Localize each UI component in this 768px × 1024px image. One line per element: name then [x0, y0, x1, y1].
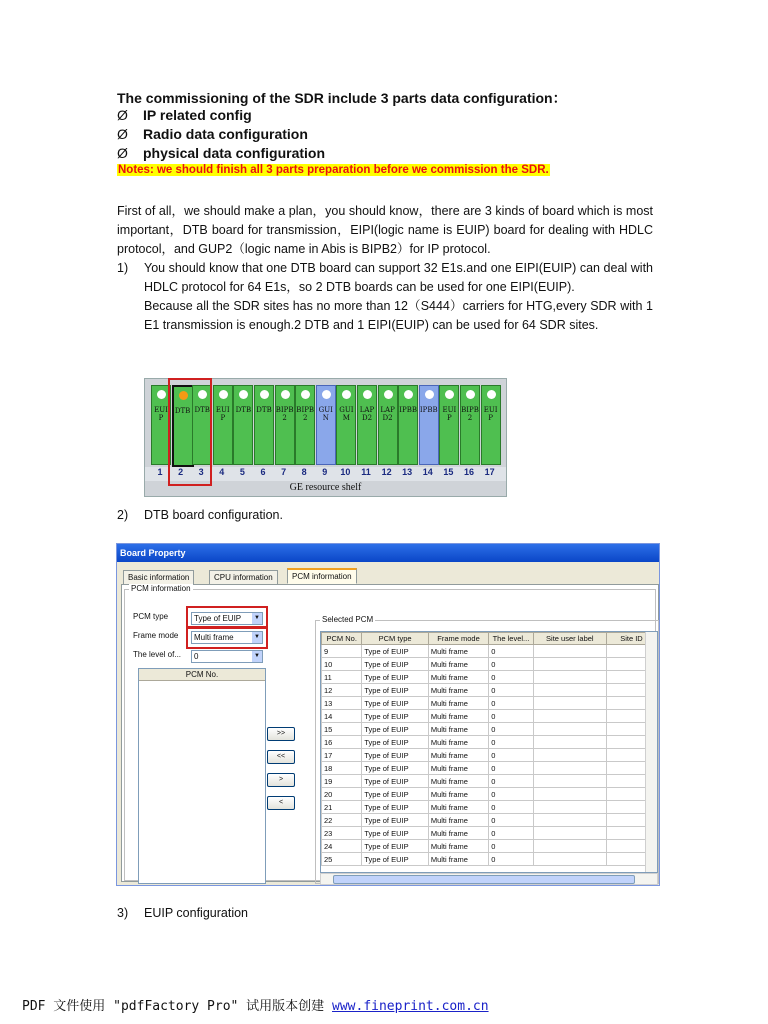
slot-label: BIPB2 [275, 406, 294, 422]
table-cell: 19 [322, 775, 362, 788]
frame-mode-label: Frame mode [133, 631, 179, 640]
slot-14 [419, 385, 439, 465]
table-row[interactable] [322, 762, 657, 775]
table-cell: Type of EUIP [362, 840, 428, 853]
table-cell: 12 [322, 684, 362, 697]
table-cell: Multi frame [428, 671, 488, 684]
slot-6 [254, 385, 274, 465]
pcm-type-label: PCM type [133, 612, 169, 621]
column-header[interactable]: Site user label [533, 633, 606, 645]
selected-pcm-table[interactable] [320, 631, 658, 873]
pcm-information-group [124, 584, 656, 881]
table-cell: 0 [489, 840, 533, 853]
footer-link[interactable]: www.fineprint.com.cn [332, 999, 489, 1014]
table-row[interactable] [322, 788, 657, 801]
horizontal-scrollbar[interactable] [320, 873, 658, 885]
table-cell: Multi frame [428, 840, 488, 853]
slot-label: GUIM [339, 406, 354, 422]
slot-label: DTB [256, 406, 272, 414]
tab-basic-information[interactable]: Basic information [123, 570, 194, 585]
slot-label: LAPD2 [380, 406, 395, 422]
table-cell: Multi frame [428, 710, 488, 723]
table-cell [533, 723, 606, 736]
slot-17 [481, 385, 501, 465]
table-row[interactable] [322, 671, 657, 684]
slot-7 [275, 385, 295, 465]
slot-number: 6 [260, 467, 266, 477]
page-heading: The commissioning of the SDR include 3 parts data configuration： [117, 90, 567, 106]
slot-4 [213, 385, 233, 465]
pcm-type-select[interactable]: Type of EUIP ▼ [191, 612, 263, 625]
table-cell: Multi frame [428, 645, 488, 658]
table-cell: 15 [322, 723, 362, 736]
led-icon [342, 390, 351, 399]
table-cell [533, 762, 606, 775]
selected-pcm-group [315, 615, 659, 884]
table-row[interactable] [322, 736, 657, 749]
table-cell: Type of EUIP [362, 710, 428, 723]
table-cell [533, 671, 606, 684]
table-cell: 13 [322, 697, 362, 710]
footer-text: PDF 文件使用 "pdfFactory Pro" 试用版本创建 [22, 999, 333, 1014]
slot-number: 14 [422, 467, 433, 477]
table-cell: 25 [322, 853, 362, 866]
slot-number: 1 [157, 467, 163, 477]
table-row[interactable] [322, 749, 657, 762]
slot-label: EUIP [442, 406, 457, 422]
led-icon [487, 390, 496, 399]
table-cell [533, 658, 606, 671]
slot-label: IPBB [419, 406, 438, 414]
slot-label: LAPD2 [359, 406, 375, 422]
table-cell: 0 [489, 684, 533, 697]
slot-16 [460, 385, 480, 465]
slot-number: 5 [239, 467, 245, 477]
table-cell: 0 [489, 645, 533, 658]
table-cell: Type of EUIP [362, 684, 428, 697]
table-row[interactable] [322, 827, 657, 840]
led-icon [363, 390, 372, 399]
slot-number: 10 [340, 467, 351, 477]
slot-number: 13 [402, 467, 413, 477]
table-row[interactable] [322, 645, 657, 658]
table-cell: 18 [322, 762, 362, 775]
vertical-scrollbar[interactable] [645, 632, 657, 872]
table-cell: Multi frame [428, 788, 488, 801]
table-cell: Type of EUIP [362, 697, 428, 710]
table-cell: Type of EUIP [362, 749, 428, 762]
pcm-number-list[interactable] [138, 668, 266, 884]
table-cell: 0 [489, 658, 533, 671]
remove-all-button[interactable]: << [267, 750, 295, 764]
table-cell: Multi frame [428, 658, 488, 671]
slot-label: DTB [235, 406, 252, 414]
table-cell: 0 [489, 801, 533, 814]
table-cell: 0 [489, 814, 533, 827]
slot-11 [357, 385, 377, 465]
table-cell: Multi frame [428, 814, 488, 827]
table-cell: 0 [489, 788, 533, 801]
table-cell: 0 [489, 723, 533, 736]
slot-label: DTB [174, 407, 191, 415]
pcm-panel [121, 584, 659, 882]
table-row[interactable] [322, 697, 657, 710]
table-cell: Multi frame [428, 827, 488, 840]
slot-number: 7 [281, 467, 287, 477]
table-cell: Type of EUIP [362, 658, 428, 671]
led-icon [219, 390, 228, 399]
table-cell [533, 736, 606, 749]
column-header[interactable]: PCM No. [322, 633, 362, 645]
slot-number: 11 [361, 467, 371, 477]
list-item: 1) You should know that one DTB board can support 32 E1s.and one EIPI(EUIP) can deal with HDLC protocol for 64 E1s，so 2 DTB boards can be used for one EIPI(EUIP). Because all the SDR sites has no more than 12（S444）carriers for HTG,every SDR with 1 E1 transmission is enough.2 DTB and 1 EIPI(EUIP) can be used for 64 SDR sites. [117, 261, 653, 332]
chevron-down-icon: ▼ [252, 651, 262, 662]
slot-15 [439, 385, 459, 465]
group-label: Selected PCM [322, 615, 374, 624]
table-cell: Type of EUIP [362, 645, 428, 658]
table-cell: 22 [322, 814, 362, 827]
table-cell: Multi frame [428, 736, 488, 749]
table-cell: 0 [489, 697, 533, 710]
table-row[interactable] [322, 775, 657, 788]
led-icon [445, 390, 454, 399]
list-item: 3) EUIP configuration [117, 906, 248, 920]
table-cell: Type of EUIP [362, 762, 428, 775]
table-cell: 0 [489, 710, 533, 723]
slot-12 [378, 385, 398, 465]
table-row[interactable] [322, 814, 657, 827]
bullet-item: Ø IP related config [117, 107, 252, 123]
table-cell: 0 [489, 749, 533, 762]
table-cell: 20 [322, 788, 362, 801]
table-cell: 16 [322, 736, 362, 749]
chevron-down-icon: ▼ [252, 632, 262, 643]
table-cell: Multi frame [428, 723, 488, 736]
window-title: Board Property [117, 544, 659, 562]
column-header[interactable]: PCM type [362, 633, 428, 645]
table-cell [533, 788, 606, 801]
table-cell: Type of EUIP [362, 814, 428, 827]
table-cell [533, 840, 606, 853]
slot-9 [316, 385, 336, 465]
table-cell: Type of EUIP [362, 736, 428, 749]
table-cell [533, 853, 606, 866]
add-button[interactable]: > [267, 773, 295, 787]
led-icon [322, 390, 331, 399]
table-cell: Type of EUIP [362, 827, 428, 840]
intro-paragraph: First of all，we should make a plan，you should know，there are 3 kinds of board which is most important，DTB board for transmission，EIPI(logic name is EUIP) board for dealing with HDLC protocol，and GUP2（logic name in Abis is BIPB2）for IP protocol. [117, 204, 653, 256]
table-cell: Type of EUIP [362, 775, 428, 788]
bullet-item: Ø physical data configuration [117, 145, 326, 161]
table-cell [533, 827, 606, 840]
slot-label: EUIP [483, 406, 498, 422]
table-cell: 10 [322, 658, 362, 671]
table-cell: Multi frame [428, 775, 488, 788]
slot-number: 4 [219, 467, 225, 477]
slot-label: GUIN [318, 406, 333, 422]
slot-label: EUIP [215, 406, 230, 422]
note-text: Notes: we should finish all 3 parts preparation before we commission the SDR. [118, 164, 549, 176]
table-cell: 23 [322, 827, 362, 840]
slot-5 [233, 385, 253, 465]
table-cell: Multi frame [428, 801, 488, 814]
slot-label: BIPB2 [461, 406, 479, 422]
pdf-footer [22, 995, 489, 1014]
remove-button[interactable]: < [267, 796, 295, 810]
table-row[interactable] [322, 853, 657, 866]
table-cell: 21 [322, 801, 362, 814]
slot-label: BIPB2 [296, 406, 315, 422]
table-cell: 0 [489, 736, 533, 749]
led-icon [281, 390, 290, 399]
table-cell [533, 697, 606, 710]
led-icon [157, 390, 166, 399]
table-cell [533, 801, 606, 814]
slot-label: IPBB [399, 406, 418, 414]
led-icon [301, 390, 310, 399]
scroll-thumb[interactable] [333, 875, 635, 884]
table-row[interactable] [322, 684, 657, 697]
table-cell: 0 [489, 853, 533, 866]
table-cell: 14 [322, 710, 362, 723]
slot-label: EUIP [154, 406, 168, 422]
highlight-box [168, 378, 212, 486]
slot-number: 2 [178, 467, 184, 477]
board-property-window [116, 543, 660, 886]
table-row[interactable] [322, 710, 657, 723]
table-cell: Multi frame [428, 762, 488, 775]
group-label: PCM information [131, 584, 191, 593]
table-cell [533, 814, 606, 827]
table-cell: 0 [489, 671, 533, 684]
slot-number: 16 [463, 467, 474, 477]
shelf-caption: GE resource shelf [289, 482, 362, 493]
table-row[interactable] [322, 801, 657, 814]
table-cell: Multi frame [428, 684, 488, 697]
slot-number: 9 [322, 467, 328, 477]
table-cell [533, 645, 606, 658]
table-cell [533, 775, 606, 788]
column-header[interactable]: Site ID [606, 633, 656, 645]
table-cell: 0 [489, 762, 533, 775]
add-all-button[interactable]: >> [267, 727, 295, 741]
table-cell: Type of EUIP [362, 788, 428, 801]
tab-pcm-information[interactable]: PCM information [287, 568, 357, 584]
table-cell: Multi frame [428, 697, 488, 710]
list-header: PCM No. [139, 669, 265, 681]
slot-number: 17 [484, 467, 495, 477]
led-icon [466, 390, 475, 399]
table-row[interactable] [322, 723, 657, 736]
slot-10 [336, 385, 356, 465]
table-cell [533, 749, 606, 762]
column-header[interactable]: Frame mode [428, 633, 488, 645]
level-label: The level of... [133, 650, 182, 659]
level-select[interactable]: 0 ▼ [191, 650, 263, 663]
led-icon [384, 390, 393, 399]
table-cell: 0 [489, 827, 533, 840]
table-cell: 9 [322, 645, 362, 658]
table-cell: Multi frame [428, 853, 488, 866]
table-row[interactable] [322, 840, 657, 853]
slot-label: DTB [194, 406, 210, 414]
slot-number: 15 [443, 467, 454, 477]
table-cell: Type of EUIP [362, 801, 428, 814]
chevron-down-icon: ▼ [252, 613, 262, 624]
table-cell: 0 [489, 775, 533, 788]
led-icon [404, 390, 413, 399]
slot-number: 12 [381, 467, 392, 477]
highlight-frame [186, 626, 268, 649]
table-cell: 11 [322, 671, 362, 684]
table-cell: Type of EUIP [362, 853, 428, 866]
led-icon [260, 390, 269, 399]
slot-number: 3 [198, 467, 204, 477]
table-cell: 17 [322, 749, 362, 762]
table-cell: 24 [322, 840, 362, 853]
table-cell [533, 684, 606, 697]
led-icon [425, 390, 434, 399]
list-item: 2) DTB board configuration. [117, 508, 283, 522]
frame-mode-select[interactable]: Multi frame ▼ [191, 631, 263, 644]
bullet-item: Ø Radio data configuration [117, 126, 308, 142]
tab-cpu-information[interactable]: CPU information [209, 570, 278, 585]
led-icon [239, 390, 248, 399]
slot-13 [398, 385, 418, 465]
column-header[interactable]: The level... [489, 633, 533, 645]
table-row[interactable] [322, 658, 657, 671]
slot-8 [295, 385, 315, 465]
table-cell: Multi frame [428, 749, 488, 762]
table-cell [533, 710, 606, 723]
table-cell: Type of EUIP [362, 723, 428, 736]
slot-number: 8 [301, 467, 307, 477]
table-cell: Type of EUIP [362, 671, 428, 684]
